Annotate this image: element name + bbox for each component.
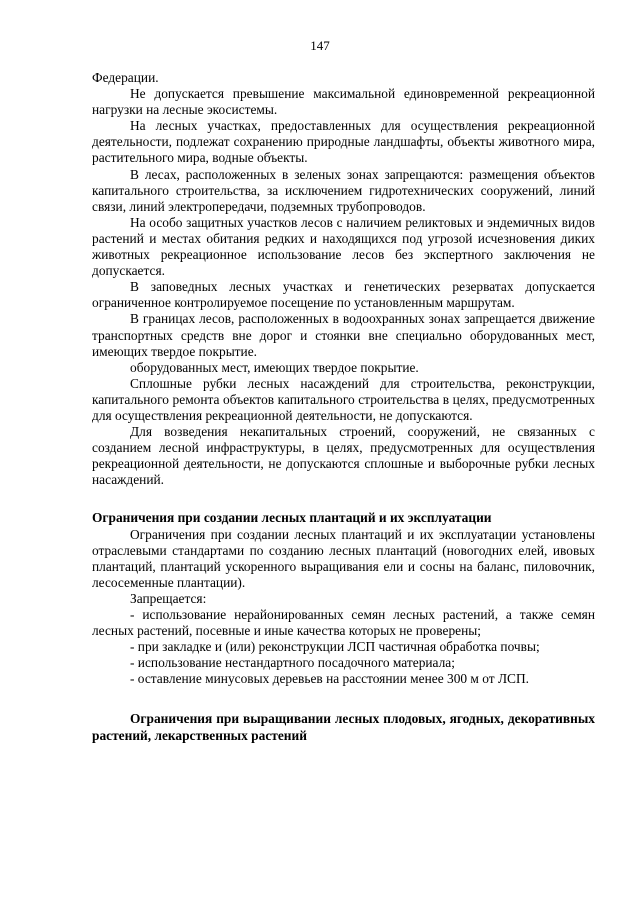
- document-body: [92, 70, 595, 744]
- section-heading: Ограничения при выращивании лесных плодовых, ягодных, декоративных растений, лекарственных растений: [92, 711, 595, 743]
- list-item: - использование нерайонированных семян лесных растений, а также семян лесных растений, посевные и иные качества которых не проверены;: [92, 607, 595, 639]
- paragraph: Ограничения при создании лесных плантаций и их эксплуатации установлены отраслевыми стандартами по созданию лесных плантаций (новогодних елей, ивовых плантаций, плантаций ускоренного выращивания ели и сосны на баланс, пиловочник, лесосеменные плантации).: [92, 526, 595, 590]
- paragraph: На особо защитных участков лесов с наличием реликтовых и эндемичных видов растений и местах обитания редких и находящихся под угрозой исчезновения диких животных рекреационное использование лесов без экспертного заключения не допускается.: [92, 214, 595, 279]
- section-heading: Ограничения при создании лесных плантаций и их эксплуатации: [92, 510, 492, 526]
- list-item: - использование нестандартного посадочного материала;: [130, 655, 455, 671]
- paragraph: Сплошные рубки лесных насаждений для строительства, реконструкции, капитального ремонта объектов капитального строительства в целях, предусмотренных для осуществления рекреационной деятельности, не допускаются.: [92, 375, 595, 423]
- paragraph: Для возведения некапитальных строений, сооружений, не связанных с созданием лесной инфраструктуры, в целях, предусмотренных для осуществления рекреационной деятельности, не допускаются сплошные и выборочные рубки лесных насаждений.: [92, 424, 595, 488]
- paragraph: На лесных участках, предоставленных для осуществления рекреационной деятельности, подлежат сохранению природные ландшафты, объекты животного мира, растительного мира, водные объекты.: [92, 118, 595, 166]
- paragraph: В лесах, расположенных в зеленых зонах запрещаются: размещения объектов капитального строительства, за исключением гидротехнических сооружений, линий связи, линий электропередачи, подземных трубопроводов.: [92, 166, 595, 214]
- paragraph: Не допускается превышение максимальной единовременной рекреационной нагрузки на лесные экосистемы.: [92, 86, 595, 118]
- paragraph: оборудованных мест, имеющих твердое покрытие.: [130, 359, 419, 375]
- list-item: - оставление минусовых деревьев на расстоянии менее 300 м от ЛСП.: [130, 671, 529, 687]
- paragraph: В границах лесов, расположенных в водоохранных зонах запрещается движение транспортных средств вне дорог и стоянки вне специально оборудованных мест, имеющих твердое покрытие.: [92, 311, 595, 359]
- list-item: - при закладке и (или) реконструкции ЛСП частичная обработка почвы;: [130, 639, 540, 655]
- page-number: 147: [310, 38, 330, 53]
- paragraph: В заповедных лесных участках и генетических резерватах допускается ограниченное контролируемое посещение по установленным маршрутам.: [92, 279, 595, 311]
- paragraph: Федерации.: [92, 70, 159, 85]
- prohibited-label: Запрещается:: [130, 590, 207, 606]
